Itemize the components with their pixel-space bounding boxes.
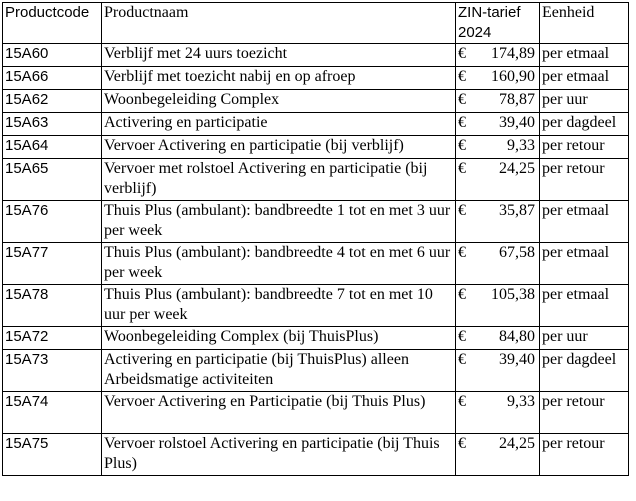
cell-eenheid: per retour	[540, 159, 629, 201]
price-amount: 39,40	[499, 351, 535, 368]
currency-symbol: €	[458, 393, 466, 410]
cell-productcode: 15A72	[3, 327, 102, 350]
cell-zin-tarief	[456, 350, 540, 392]
table-row	[3, 243, 629, 285]
table-row	[3, 392, 629, 434]
price-amount: 78,87	[499, 91, 535, 108]
currency-symbol: €	[458, 244, 466, 261]
table-row	[3, 285, 629, 327]
table-row	[3, 67, 629, 90]
table-row	[3, 113, 629, 136]
cell-productnaam: Verblijf met toezicht nabij en op afroep	[102, 67, 456, 90]
cell-eenheid: per etmaal	[540, 201, 629, 243]
cell-eenheid: per etmaal	[540, 243, 629, 285]
cell-zin-tarief	[456, 392, 540, 434]
cell-zin-tarief	[456, 434, 540, 476]
cell-eenheid: per uur	[540, 90, 629, 113]
price-amount: 24,25	[499, 160, 535, 177]
header-zin-tarief: ZIN-tarief 2024	[456, 3, 540, 44]
cell-productnaam: Woonbegeleiding Complex (bij ThuisPlus)	[102, 327, 456, 350]
table-row	[3, 327, 629, 350]
price-amount: 84,80	[499, 328, 535, 345]
currency-symbol: €	[458, 328, 466, 345]
table-row	[3, 44, 629, 67]
cell-productnaam: Vervoer Activering en participatie (bij verblijf)	[102, 136, 456, 159]
cell-productnaam: Vervoer met rolstoel Activering en participatie (bij verblijf)	[102, 159, 456, 201]
cell-productcode: 15A62	[3, 90, 102, 113]
cell-eenheid: per etmaal	[540, 44, 629, 67]
currency-symbol: €	[458, 160, 466, 177]
currency-symbol: €	[458, 202, 466, 219]
cell-eenheid: per etmaal	[540, 285, 629, 327]
cell-productcode: 15A73	[3, 350, 102, 392]
currency-symbol: €	[458, 435, 466, 452]
cell-zin-tarief	[456, 90, 540, 113]
price-amount: 9,33	[507, 137, 535, 154]
cell-productnaam: Vervoer rolstoel Activering en participatie (bij Thuis Plus)	[102, 434, 456, 476]
header-eenheid: Eenheid	[540, 3, 629, 44]
cell-eenheid: per etmaal	[540, 67, 629, 90]
price-amount: 35,87	[499, 202, 535, 219]
cell-eenheid: per dagdeel	[540, 113, 629, 136]
cell-eenheid: per retour	[540, 392, 629, 434]
cell-productnaam: Thuis Plus (ambulant): bandbreedte 4 tot en met 6 uur per week	[102, 243, 456, 285]
cell-productcode: 15A60	[3, 44, 102, 67]
cell-productcode: 15A64	[3, 136, 102, 159]
cell-zin-tarief	[456, 285, 540, 327]
tariff-table	[2, 2, 629, 476]
cell-zin-tarief	[456, 113, 540, 136]
currency-symbol: €	[458, 286, 466, 303]
currency-symbol: €	[458, 91, 466, 108]
cell-productcode: 15A65	[3, 159, 102, 201]
table-row	[3, 159, 629, 201]
cell-productcode: 15A74	[3, 392, 102, 434]
currency-symbol: €	[458, 114, 466, 131]
header-productcode: Productcode	[3, 3, 102, 44]
cell-productnaam: Activering en participatie	[102, 113, 456, 136]
cell-productnaam: Activering en participatie (bij ThuisPlus) alleen Arbeidsmatige activiteiten	[102, 350, 456, 392]
price-amount: 9,33	[507, 393, 535, 410]
cell-productnaam: Thuis Plus (ambulant): bandbreedte 7 tot en met 10 uur per week	[102, 285, 456, 327]
cell-eenheid: per dagdeel	[540, 350, 629, 392]
price-amount: 160,90	[491, 68, 535, 85]
cell-productnaam: Woonbegeleiding Complex	[102, 90, 456, 113]
price-amount: 39,40	[499, 114, 535, 131]
cell-zin-tarief	[456, 201, 540, 243]
cell-productnaam: Thuis Plus (ambulant): bandbreedte 1 tot en met 3 uur per week	[102, 201, 456, 243]
currency-symbol: €	[458, 137, 466, 154]
table-row	[3, 90, 629, 113]
table-row	[3, 201, 629, 243]
cell-productcode: 15A63	[3, 113, 102, 136]
cell-eenheid: per uur	[540, 327, 629, 350]
cell-zin-tarief	[456, 44, 540, 67]
cell-productnaam: Verblijf met 24 uurs toezicht	[102, 44, 456, 67]
cell-zin-tarief	[456, 67, 540, 90]
currency-symbol: €	[458, 68, 466, 85]
table-row	[3, 136, 629, 159]
currency-symbol: €	[458, 351, 466, 368]
price-amount: 174,89	[491, 45, 535, 62]
cell-zin-tarief	[456, 136, 540, 159]
price-amount: 67,58	[499, 244, 535, 261]
table-row	[3, 350, 629, 392]
currency-symbol: €	[458, 45, 466, 62]
cell-productcode: 15A77	[3, 243, 102, 285]
cell-zin-tarief	[456, 327, 540, 350]
header-productnaam: Productnaam	[102, 3, 456, 44]
table-body	[3, 44, 629, 476]
cell-productcode: 15A76	[3, 201, 102, 243]
table-row	[3, 434, 629, 476]
cell-productcode: 15A66	[3, 67, 102, 90]
table-header-row	[3, 3, 629, 44]
cell-zin-tarief	[456, 243, 540, 285]
price-amount: 24,25	[499, 435, 535, 452]
cell-productnaam: Vervoer Activering en Participatie (bij Thuis Plus)	[102, 392, 456, 434]
cell-productcode: 15A78	[3, 285, 102, 327]
cell-productcode: 15A75	[3, 434, 102, 476]
cell-zin-tarief	[456, 159, 540, 201]
price-amount: 105,38	[491, 286, 535, 303]
cell-eenheid: per retour	[540, 434, 629, 476]
tariff-table-container	[2, 2, 629, 476]
cell-eenheid: per retour	[540, 136, 629, 159]
